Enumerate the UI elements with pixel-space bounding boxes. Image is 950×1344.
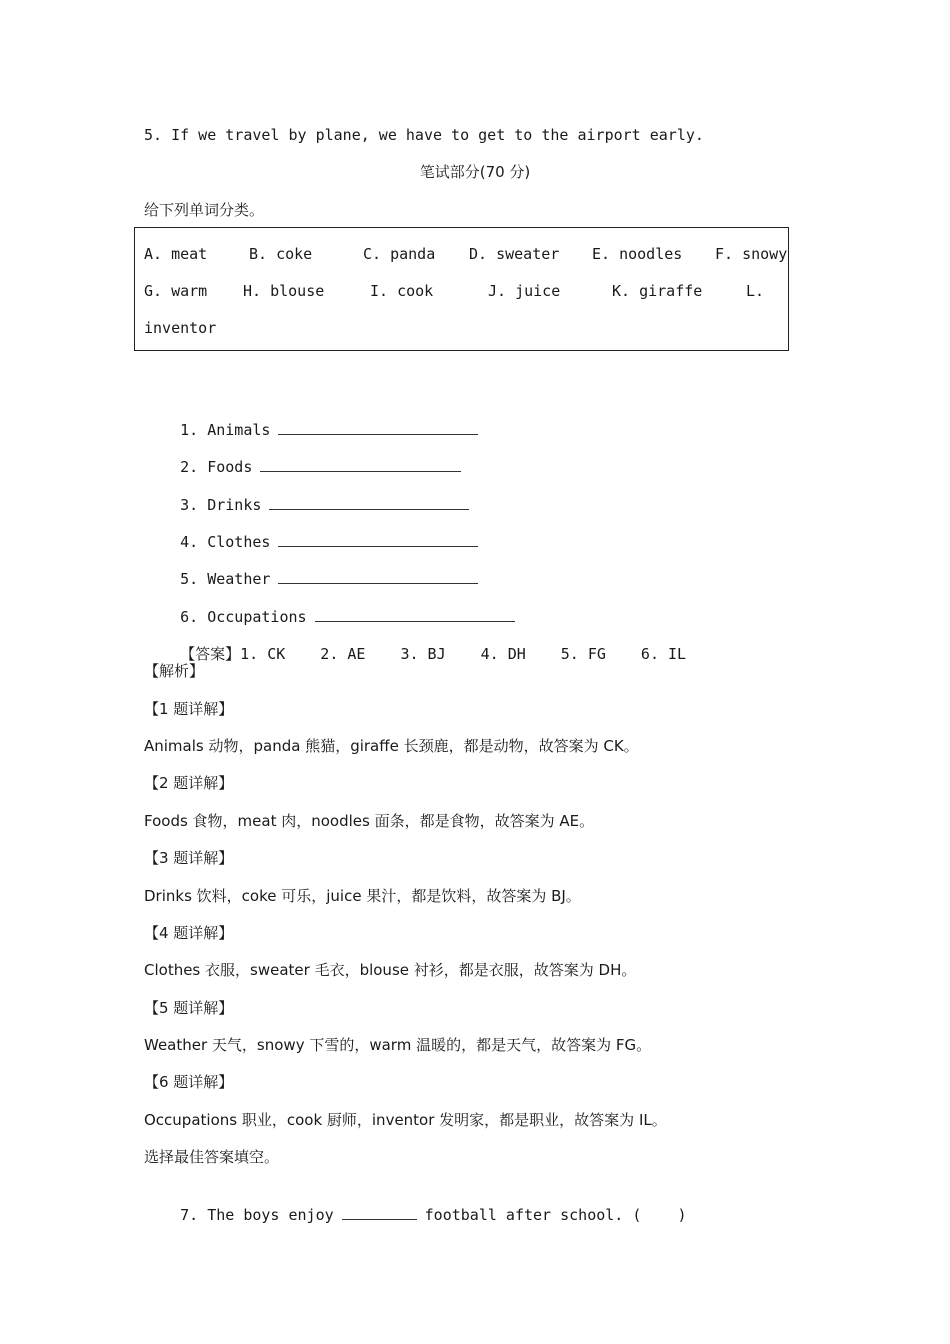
category-label: 3. Drinks — [180, 496, 262, 514]
detail-text: Drinks 饮料，coke 可乐，juice 果汁，都是饮料，故答案为 BJ。 — [144, 887, 581, 905]
category-label: 6. Occupations — [180, 608, 307, 626]
detail-heading: 【4 题详解】 — [144, 924, 234, 942]
detail-heading: 【1 题详解】 — [144, 700, 234, 718]
word-option: H. blouse — [243, 282, 325, 300]
category-label: 4. Clothes — [180, 533, 271, 551]
detail-text: Occupations 职业，cook 厨师，inventor 发明家，都是职业，故答案为 IL。 — [144, 1111, 667, 1129]
detail-text: Clothes 衣服，sweater 毛衣，blouse 衬衫，都是衣服，故答案为 DH。 — [144, 961, 637, 979]
answer-blank[interactable] — [315, 607, 515, 622]
answer-item: 5. FG — [560, 645, 606, 663]
word-option: L. — [746, 282, 765, 300]
word-option: D. sweater — [469, 245, 560, 263]
instruction-choose: 选择最佳答案填空。 — [144, 1148, 280, 1166]
category-label: 1. Animals — [180, 421, 271, 439]
question-7-after: football after school. — [424, 1206, 624, 1224]
detail-heading: 【3 题详解】 — [144, 849, 234, 867]
instruction-classify: 给下列单词分类。 — [144, 201, 265, 219]
answer-line — [144, 624, 686, 684]
word-option: inventor — [144, 319, 217, 337]
analysis-tag: 【解析】 — [144, 662, 205, 680]
word-option: G. warm — [144, 282, 208, 300]
word-option: C. panda — [363, 245, 436, 263]
word-option: A. meat — [144, 245, 208, 263]
detail-text: Animals 动物，panda 熊猫，giraffe 长颈鹿，都是动物，故答案为 CK。 — [144, 737, 639, 755]
answer-item: 3. BJ — [400, 645, 446, 663]
answer-item: 2. AE — [320, 645, 366, 663]
section-title: 笔试部分(70 分) — [419, 163, 531, 181]
question-7 — [144, 1185, 687, 1245]
answer-blank[interactable] — [260, 457, 461, 472]
question-5: 5. If we travel by plane, we have to get to the airport early. — [144, 126, 704, 144]
detail-heading: 【6 题详解】 — [144, 1073, 234, 1091]
word-option: F. snowy — [715, 245, 788, 263]
answer-item: 6. IL — [640, 645, 687, 663]
answer-blank[interactable] — [278, 420, 478, 435]
word-option: E. noodles — [592, 245, 683, 263]
answer-paren[interactable]: ( ) — [632, 1206, 687, 1224]
detail-heading: 【2 题详解】 — [144, 774, 234, 792]
answer-item: 4. DH — [480, 645, 526, 663]
word-option: B. coke — [249, 245, 313, 263]
word-option: K. giraffe — [612, 282, 703, 300]
category-label: 5. Weather — [180, 570, 271, 588]
answer-item: 1. CK — [240, 645, 286, 663]
detail-text: Foods 食物，meat 肉，noodles 面条，都是食物，故答案为 AE。 — [144, 812, 595, 830]
word-option: J. juice — [488, 282, 561, 300]
answer-blank[interactable] — [269, 495, 469, 510]
answer-blank[interactable] — [278, 569, 478, 584]
detail-text: Weather 天气，snowy 下雪的，warm 温暖的，都是天气，故答案为 FG。 — [144, 1036, 652, 1054]
answer-blank[interactable] — [342, 1205, 417, 1220]
answer-blank[interactable] — [278, 532, 478, 547]
answer-tag: 【答案】 — [180, 645, 241, 663]
word-option: I. cook — [370, 282, 434, 300]
category-label: 2. Foods — [180, 458, 253, 476]
detail-heading: 【5 题详解】 — [144, 999, 234, 1017]
question-7-before: 7. The boys enjoy — [180, 1206, 334, 1224]
